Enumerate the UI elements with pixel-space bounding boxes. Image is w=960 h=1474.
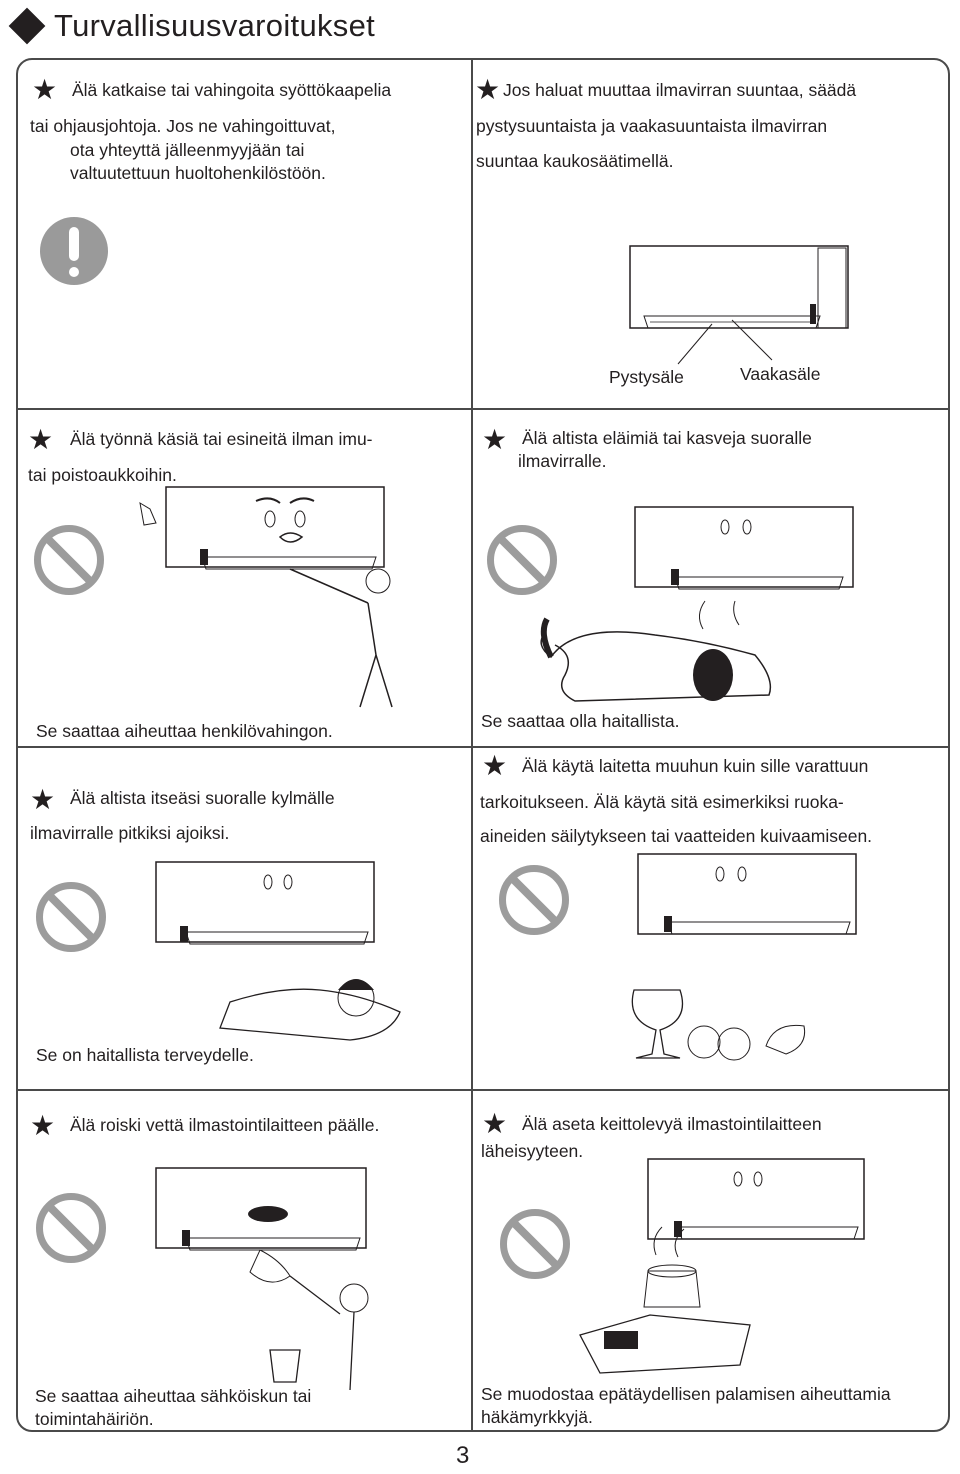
- prohibition-icon: [499, 865, 569, 935]
- stove-near-unit-illustration: [570, 1155, 870, 1385]
- page-number: 3: [456, 1442, 470, 1469]
- louver-label: Pystysäle: [609, 367, 684, 387]
- warning-text: Älä altista eläimiä tai kasveja suoralle: [522, 428, 812, 448]
- star-icon: ★: [30, 784, 56, 815]
- food-storage-illustration: [610, 850, 860, 1065]
- warning-text: Älä katkaise tai vahingoita syöttökaapelia: [72, 80, 392, 100]
- warning-text: Älä aseta keittolevyä ilmastointilaitteen: [522, 1114, 822, 1134]
- warning-text: suuntaa kaukosäätimellä.: [476, 151, 674, 171]
- star-icon: ★: [30, 1110, 56, 1141]
- warning-text: läheisyyteen.: [481, 1141, 584, 1161]
- consequence-text: Se saattaa aiheuttaa sähköiskun tai: [35, 1386, 312, 1406]
- warning-text: ota yhteyttä jälleenmyyjään tai: [70, 140, 305, 160]
- warning-text: Älä työnnä käsiä tai esineitä ilman imu-: [70, 429, 373, 449]
- grid-divider: [16, 408, 950, 410]
- prohibition-icon: [500, 1209, 570, 1279]
- page-header: [6, 6, 375, 46]
- grid-divider: [471, 58, 473, 1432]
- consequence-text: Se muodostaa epätäydellisen palamisen aiheuttamia: [481, 1384, 891, 1404]
- warning-text: Älä roiski vettä ilmastointilaitteen päälle.: [70, 1115, 380, 1135]
- warning-text: aineiden säilytykseen tai vaatteiden kuivaamiseen.: [480, 826, 873, 846]
- grid-divider: [16, 1089, 950, 1091]
- star-icon: ★: [482, 750, 508, 781]
- louver-label: Vaakasäle: [740, 364, 821, 384]
- grid-divider: [16, 746, 950, 748]
- pet-in-airflow-illustration: [535, 505, 855, 705]
- warning-text: Älä käytä laitetta muuhun kuin sille varattuun: [522, 756, 869, 776]
- warning-text: tai ohjausjohtoja. Jos ne vahingoittuvat,: [30, 116, 336, 136]
- warning-text: valtuutettuun huoltohenkilöstöön.: [70, 163, 326, 183]
- warning-text: Jos haluat muuttaa ilmavirran suuntaa, säädä: [503, 80, 857, 100]
- star-icon: ★: [475, 74, 501, 105]
- splashing-water-illustration: [150, 1150, 390, 1390]
- consequence-text: Se saattaa aiheuttaa henkilövahingon.: [36, 721, 333, 741]
- prohibition-icon: [36, 1193, 106, 1263]
- warning-text: tarkoitukseen. Älä käytä sitä esimerkiksi ruoka-: [480, 792, 844, 812]
- star-icon: ★: [482, 1108, 508, 1139]
- hand-in-vent-illustration: [130, 485, 400, 715]
- exclamation-icon: [40, 217, 108, 285]
- warning-text: ilmavirralle pitkiksi ajoiksi.: [30, 823, 230, 843]
- prohibition-icon: [34, 525, 104, 595]
- air-conditioner-illustration: [620, 240, 860, 380]
- consequence-text: Se on haitallista terveydelle.: [36, 1045, 254, 1065]
- star-icon: ★: [482, 424, 508, 455]
- prohibition-icon: [36, 882, 106, 952]
- warning-text: tai poistoaukkoihin.: [28, 465, 177, 485]
- warning-text: ilmavirralle.: [518, 451, 607, 471]
- sleeping-person-illustration: [150, 860, 420, 1060]
- page-title: Turvallisuusvaroitukset: [54, 8, 376, 43]
- consequence-text: Se saattaa olla haitallista.: [481, 711, 680, 731]
- warning-text: Älä altista itseäsi suoralle kylmälle: [70, 788, 335, 808]
- consequence-text: toimintahäiriön.: [35, 1409, 154, 1429]
- warning-text: pystysuuntaista ja vaakasuuntaista ilmavirran: [476, 116, 828, 136]
- diamond-icon: [9, 8, 46, 45]
- consequence-text: häkämyrkkyjä.: [481, 1407, 593, 1427]
- star-icon: ★: [32, 74, 58, 105]
- star-icon: ★: [28, 424, 54, 455]
